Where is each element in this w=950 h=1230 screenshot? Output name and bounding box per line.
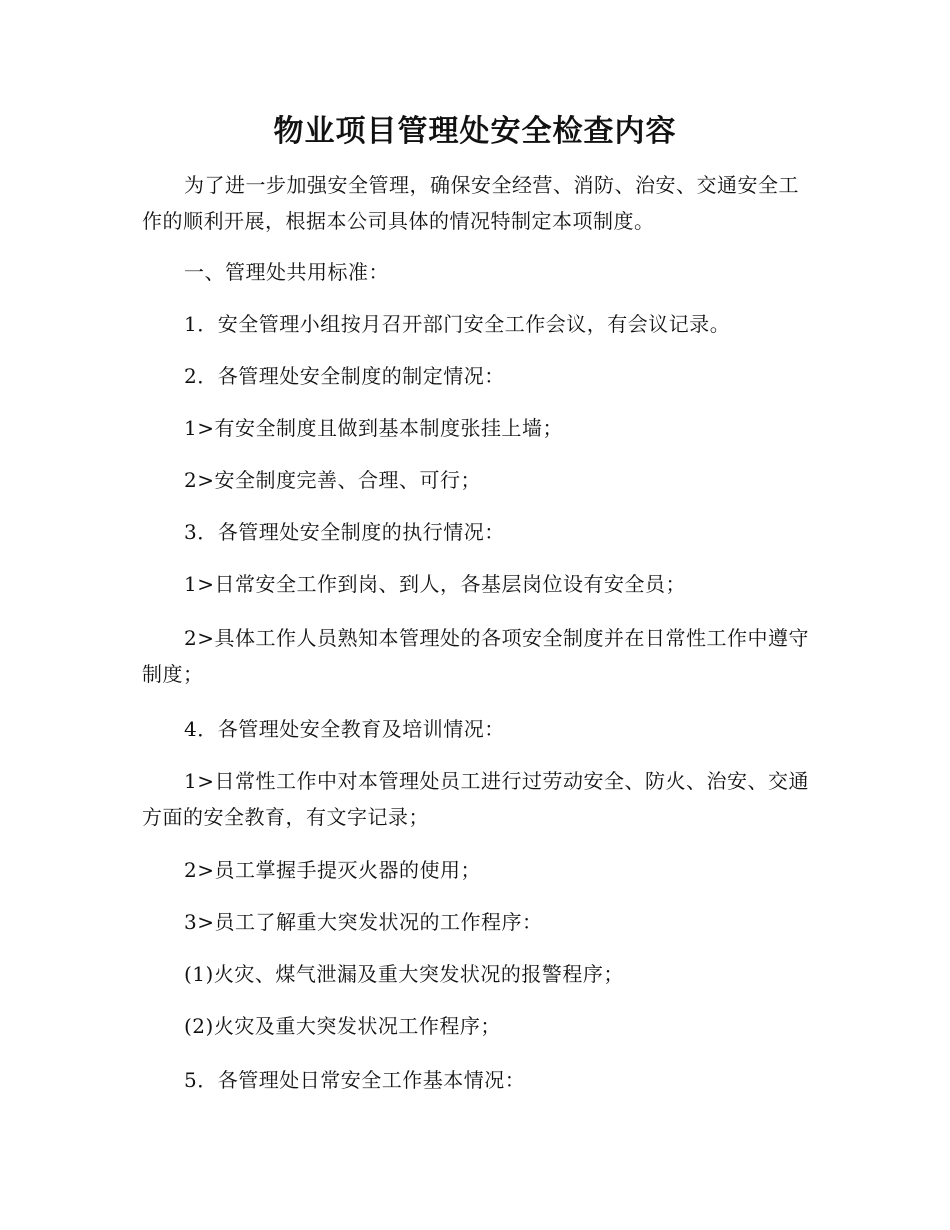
paragraph-item-3-sub-2: 2>具体工作人员熟知本管理处的各项安全制度并在日常性工作中遵守制度；	[142, 626, 809, 686]
document-title: 物业项目管理处安全检查内容	[273, 114, 677, 149]
paragraph-item-2: 2．各管理处安全制度的制定情况：	[184, 364, 505, 388]
paragraph-item-4-sub-3: 3>员工了解重大突发状况的工作程序：	[184, 910, 543, 934]
paragraph-intro: 为了进一步加强安全管理，确保安全经营、消防、治安、交通安全工作的顺利开展，根据本公司具体的情况特制定本项制度。	[142, 173, 799, 233]
paragraph-item-2-sub-2: 2>安全制度完善、合理、可行；	[184, 468, 481, 492]
paragraph-item-4-sub-2: 2>员工掌握手提灭火器的使用；	[184, 858, 481, 882]
paragraph-item-4-sub-3-a: (1)火灾、煤气泄漏及重大突发状况的报警程序；	[184, 962, 624, 986]
paragraph-item-3: 3．各管理处安全制度的执行情况：	[184, 520, 505, 544]
paragraph-item-2-sub-1: 1>有安全制度且做到基本制度张挂上墙；	[184, 416, 563, 440]
paragraph-item-1: 1．安全管理小组按月召开部门安全工作会议，有会议记录。	[184, 312, 731, 336]
paragraph-item-5: 5．各管理处日常安全工作基本情况：	[184, 1068, 526, 1092]
paragraph-item-3-sub-1: 1>日常安全工作到岗、到人，各基层岗位设有安全员；	[184, 572, 686, 596]
paragraph-item-4-sub-1: 1>日常性工作中对本管理处员工进行过劳动安全、防火、治安、交通方面的安全教育，有文字记录；	[142, 769, 809, 829]
paragraph-item-4-sub-3-b: (2)火灾及重大突发状况工作程序；	[184, 1014, 501, 1038]
paragraph-item-4: 4．各管理处安全教育及培训情况：	[184, 717, 505, 741]
paragraph-section-1-heading: 一、管理处共用标准：	[184, 260, 389, 284]
